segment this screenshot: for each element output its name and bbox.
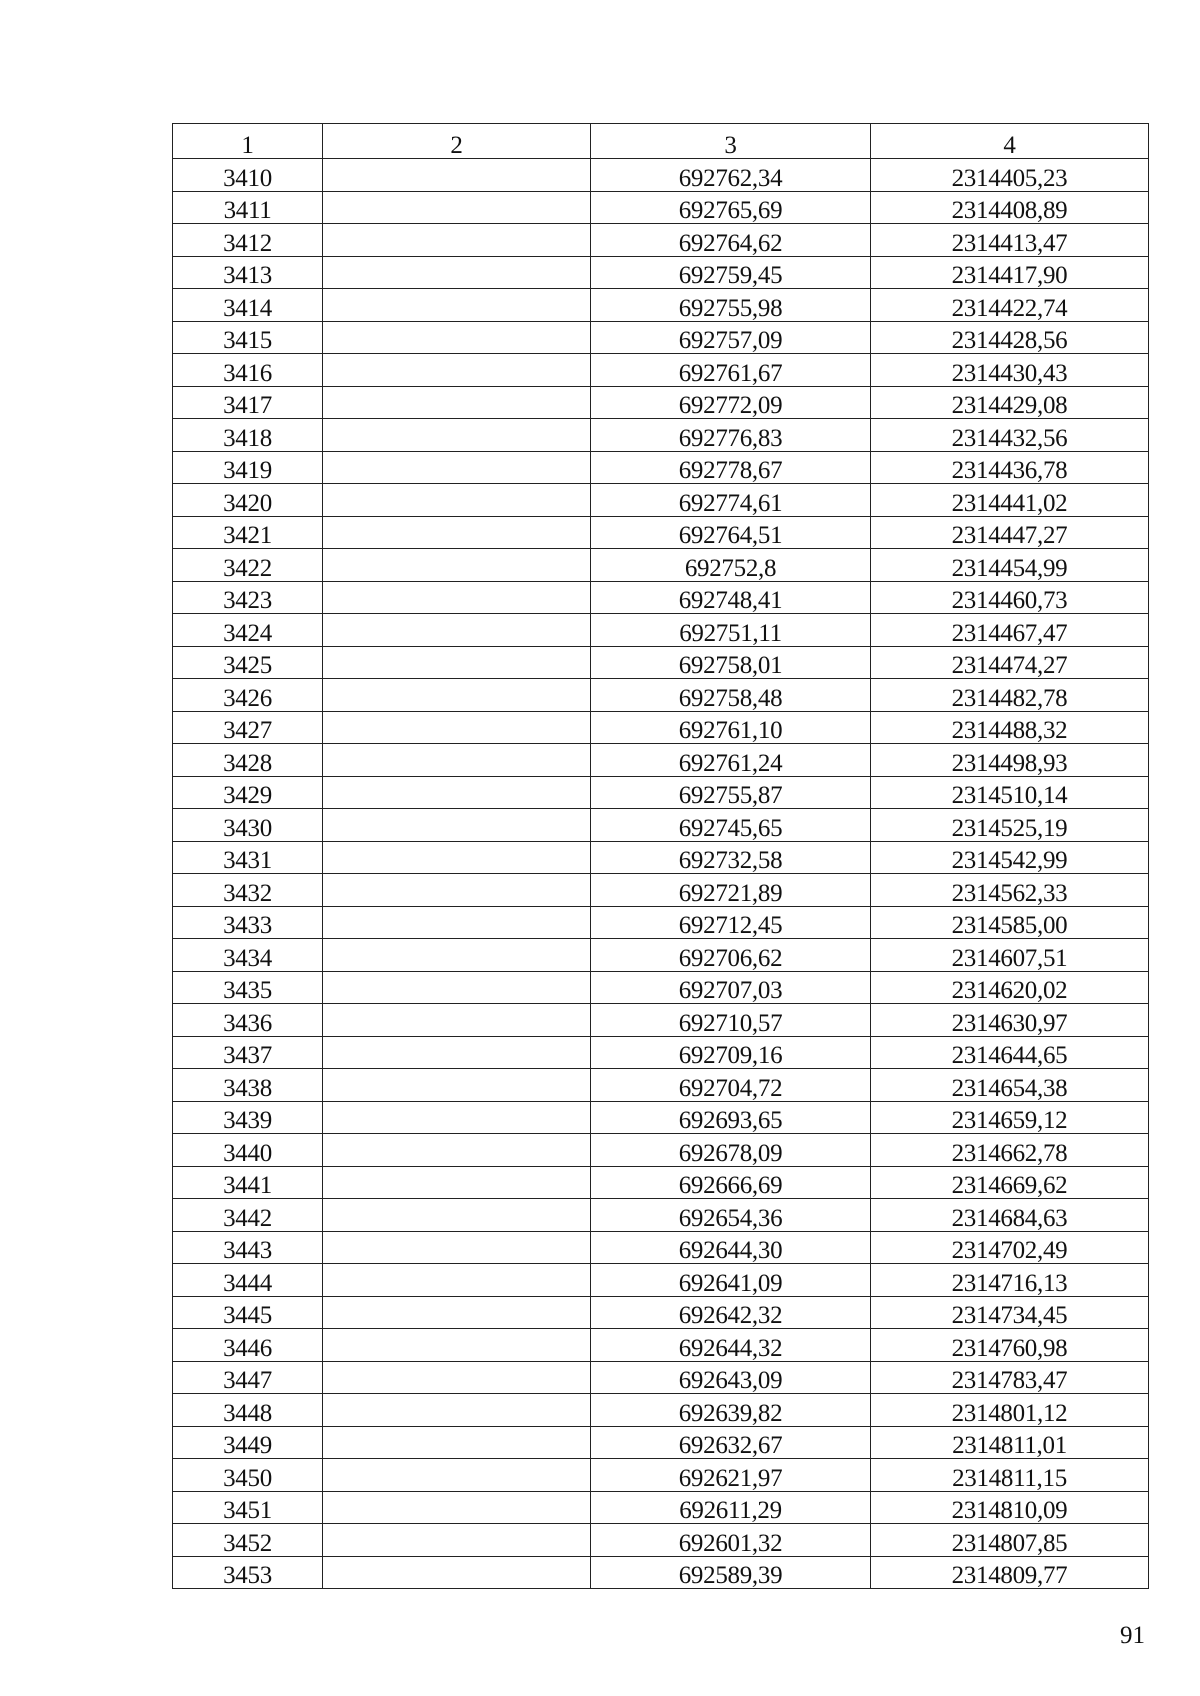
x-coordinate-cell: 692755,87	[591, 776, 871, 809]
point-number-cell: 3449	[173, 1426, 323, 1459]
y-coordinate-cell: 2314783,47	[871, 1361, 1149, 1394]
table-row	[173, 191, 1149, 224]
y-coordinate-cell: 2314408,89	[871, 191, 1149, 224]
blank-cell	[323, 906, 591, 939]
table-row	[173, 1166, 1149, 1199]
point-number-cell: 3412	[173, 224, 323, 257]
table-row	[173, 1296, 1149, 1329]
point-number-cell: 3451	[173, 1491, 323, 1524]
y-coordinate-cell: 2314630,97	[871, 1004, 1149, 1037]
y-coordinate-cell: 2314585,00	[871, 906, 1149, 939]
x-coordinate-cell: 692761,67	[591, 354, 871, 387]
table-row	[173, 1004, 1149, 1037]
blank-cell	[323, 224, 591, 257]
table-row	[173, 386, 1149, 419]
y-coordinate-cell: 2314809,77	[871, 1556, 1149, 1589]
blank-cell	[323, 256, 591, 289]
x-coordinate-cell: 692764,62	[591, 224, 871, 257]
point-number-cell: 3432	[173, 874, 323, 907]
x-coordinate-cell: 692707,03	[591, 971, 871, 1004]
blank-cell	[323, 419, 591, 452]
point-number-cell: 3424	[173, 614, 323, 647]
blank-cell	[323, 191, 591, 224]
column-header-3: 3	[591, 124, 871, 159]
y-coordinate-cell: 2314422,74	[871, 289, 1149, 322]
table-row	[173, 1231, 1149, 1264]
table-row	[173, 1491, 1149, 1524]
table-row	[173, 1036, 1149, 1069]
x-coordinate-cell: 692589,39	[591, 1556, 871, 1589]
x-coordinate-cell: 692762,34	[591, 159, 871, 192]
point-number-cell: 3433	[173, 906, 323, 939]
x-coordinate-cell: 692755,98	[591, 289, 871, 322]
point-number-cell: 3423	[173, 581, 323, 614]
blank-cell	[323, 1069, 591, 1102]
blank-cell	[323, 581, 591, 614]
table-row	[173, 1199, 1149, 1232]
point-number-cell: 3426	[173, 679, 323, 712]
blank-cell	[323, 841, 591, 874]
point-number-cell: 3419	[173, 451, 323, 484]
y-coordinate-cell: 2314807,85	[871, 1524, 1149, 1557]
point-number-cell: 3411	[173, 191, 323, 224]
blank-cell	[323, 1036, 591, 1069]
blank-cell	[323, 1329, 591, 1362]
table-row	[173, 256, 1149, 289]
table-row	[173, 1264, 1149, 1297]
blank-cell	[323, 1004, 591, 1037]
point-number-cell: 3453	[173, 1556, 323, 1589]
point-number-cell: 3422	[173, 549, 323, 582]
y-coordinate-cell: 2314669,62	[871, 1166, 1149, 1199]
blank-cell	[323, 679, 591, 712]
blank-cell	[323, 776, 591, 809]
x-coordinate-cell: 692601,32	[591, 1524, 871, 1557]
point-number-cell: 3420	[173, 484, 323, 517]
blank-cell	[323, 289, 591, 322]
x-coordinate-cell: 692632,67	[591, 1426, 871, 1459]
y-coordinate-cell: 2314684,63	[871, 1199, 1149, 1232]
x-coordinate-cell: 692693,65	[591, 1101, 871, 1134]
y-coordinate-cell: 2314441,02	[871, 484, 1149, 517]
point-number-cell: 3448	[173, 1394, 323, 1427]
point-number-cell: 3434	[173, 939, 323, 972]
table-row	[173, 614, 1149, 647]
x-coordinate-cell: 692678,09	[591, 1134, 871, 1167]
x-coordinate-cell: 692757,09	[591, 321, 871, 354]
table-row	[173, 1329, 1149, 1362]
table-row	[173, 451, 1149, 484]
y-coordinate-cell: 2314659,12	[871, 1101, 1149, 1134]
point-number-cell: 3428	[173, 744, 323, 777]
x-coordinate-cell: 692778,67	[591, 451, 871, 484]
y-coordinate-cell: 2314702,49	[871, 1231, 1149, 1264]
table-row	[173, 776, 1149, 809]
y-coordinate-cell: 2314562,33	[871, 874, 1149, 907]
table-row	[173, 744, 1149, 777]
blank-cell	[323, 1524, 591, 1557]
x-coordinate-cell: 692759,45	[591, 256, 871, 289]
point-number-cell: 3431	[173, 841, 323, 874]
point-number-cell: 3415	[173, 321, 323, 354]
point-number-cell: 3425	[173, 646, 323, 679]
blank-cell	[323, 874, 591, 907]
point-number-cell: 3416	[173, 354, 323, 387]
x-coordinate-cell: 692654,36	[591, 1199, 871, 1232]
x-coordinate-cell: 692621,97	[591, 1459, 871, 1492]
point-number-cell: 3450	[173, 1459, 323, 1492]
x-coordinate-cell: 692751,11	[591, 614, 871, 647]
y-coordinate-cell: 2314811,15	[871, 1459, 1149, 1492]
point-number-cell: 3421	[173, 516, 323, 549]
x-coordinate-cell: 692641,09	[591, 1264, 871, 1297]
point-number-cell: 3417	[173, 386, 323, 419]
blank-cell	[323, 1231, 591, 1264]
blank-cell	[323, 711, 591, 744]
table-row	[173, 1524, 1149, 1557]
table-row	[173, 971, 1149, 1004]
point-number-cell: 3445	[173, 1296, 323, 1329]
x-coordinate-cell: 692758,48	[591, 679, 871, 712]
table-row	[173, 224, 1149, 257]
x-coordinate-cell: 692639,82	[591, 1394, 871, 1427]
blank-cell	[323, 744, 591, 777]
column-header-4: 4	[871, 124, 1149, 159]
table-row	[173, 1394, 1149, 1427]
x-coordinate-cell: 692765,69	[591, 191, 871, 224]
point-number-cell: 3452	[173, 1524, 323, 1557]
blank-cell	[323, 1199, 591, 1232]
y-coordinate-cell: 2314488,32	[871, 711, 1149, 744]
y-coordinate-cell: 2314417,90	[871, 256, 1149, 289]
point-number-cell: 3414	[173, 289, 323, 322]
x-coordinate-cell: 692644,32	[591, 1329, 871, 1362]
blank-cell	[323, 1166, 591, 1199]
blank-cell	[323, 809, 591, 842]
x-coordinate-cell: 692732,58	[591, 841, 871, 874]
table-row	[173, 549, 1149, 582]
y-coordinate-cell: 2314662,78	[871, 1134, 1149, 1167]
point-number-cell: 3440	[173, 1134, 323, 1167]
table-header-row	[173, 124, 1149, 159]
table-body	[173, 159, 1149, 1589]
point-number-cell: 3410	[173, 159, 323, 192]
y-coordinate-cell: 2314607,51	[871, 939, 1149, 972]
y-coordinate-cell: 2314510,14	[871, 776, 1149, 809]
table-row	[173, 841, 1149, 874]
x-coordinate-cell: 692611,29	[591, 1491, 871, 1524]
y-coordinate-cell: 2314654,38	[871, 1069, 1149, 1102]
table-row	[173, 354, 1149, 387]
table-row	[173, 1069, 1149, 1102]
x-coordinate-cell: 692761,24	[591, 744, 871, 777]
blank-cell	[323, 159, 591, 192]
x-coordinate-cell: 692758,01	[591, 646, 871, 679]
y-coordinate-cell: 2314482,78	[871, 679, 1149, 712]
x-coordinate-cell: 692666,69	[591, 1166, 871, 1199]
y-coordinate-cell: 2314460,73	[871, 581, 1149, 614]
point-number-cell: 3442	[173, 1199, 323, 1232]
y-coordinate-cell: 2314525,19	[871, 809, 1149, 842]
x-coordinate-cell: 692745,65	[591, 809, 871, 842]
blank-cell	[323, 1426, 591, 1459]
table-row	[173, 159, 1149, 192]
x-coordinate-cell: 692761,10	[591, 711, 871, 744]
blank-cell	[323, 1101, 591, 1134]
blank-cell	[323, 1556, 591, 1589]
point-number-cell: 3447	[173, 1361, 323, 1394]
blank-cell	[323, 939, 591, 972]
x-coordinate-cell: 692774,61	[591, 484, 871, 517]
y-coordinate-cell: 2314429,08	[871, 386, 1149, 419]
y-coordinate-cell: 2314716,13	[871, 1264, 1149, 1297]
y-coordinate-cell: 2314498,93	[871, 744, 1149, 777]
y-coordinate-cell: 2314447,27	[871, 516, 1149, 549]
y-coordinate-cell: 2314644,65	[871, 1036, 1149, 1069]
point-number-cell: 3441	[173, 1166, 323, 1199]
table-row	[173, 1459, 1149, 1492]
point-number-cell: 3435	[173, 971, 323, 1004]
y-coordinate-cell: 2314454,99	[871, 549, 1149, 582]
blank-cell	[323, 386, 591, 419]
blank-cell	[323, 1394, 591, 1427]
x-coordinate-cell: 692709,16	[591, 1036, 871, 1069]
y-coordinate-cell: 2314436,78	[871, 451, 1149, 484]
blank-cell	[323, 1264, 591, 1297]
table-row	[173, 1426, 1149, 1459]
coordinates-table	[172, 123, 1149, 1589]
y-coordinate-cell: 2314620,02	[871, 971, 1149, 1004]
blank-cell	[323, 354, 591, 387]
x-coordinate-cell: 692721,89	[591, 874, 871, 907]
point-number-cell: 3439	[173, 1101, 323, 1134]
y-coordinate-cell: 2314474,27	[871, 646, 1149, 679]
table-row	[173, 1361, 1149, 1394]
table-row	[173, 289, 1149, 322]
y-coordinate-cell: 2314542,99	[871, 841, 1149, 874]
y-coordinate-cell: 2314810,09	[871, 1491, 1149, 1524]
table-row	[173, 1134, 1149, 1167]
x-coordinate-cell: 692748,41	[591, 581, 871, 614]
x-coordinate-cell: 692644,30	[591, 1231, 871, 1264]
table-row	[173, 516, 1149, 549]
table-row	[173, 1101, 1149, 1134]
column-header-2: 2	[323, 124, 591, 159]
blank-cell	[323, 484, 591, 517]
x-coordinate-cell: 692710,57	[591, 1004, 871, 1037]
blank-cell	[323, 451, 591, 484]
y-coordinate-cell: 2314467,47	[871, 614, 1149, 647]
point-number-cell: 3427	[173, 711, 323, 744]
table-row	[173, 419, 1149, 452]
table-row	[173, 711, 1149, 744]
point-number-cell: 3446	[173, 1329, 323, 1362]
blank-cell	[323, 971, 591, 1004]
point-number-cell: 3418	[173, 419, 323, 452]
blank-cell	[323, 646, 591, 679]
point-number-cell: 3443	[173, 1231, 323, 1264]
x-coordinate-cell: 692643,09	[591, 1361, 871, 1394]
y-coordinate-cell: 2314811,01	[871, 1426, 1149, 1459]
point-number-cell: 3413	[173, 256, 323, 289]
blank-cell	[323, 549, 591, 582]
x-coordinate-cell: 692642,32	[591, 1296, 871, 1329]
x-coordinate-cell: 692752,8	[591, 549, 871, 582]
blank-cell	[323, 1459, 591, 1492]
y-coordinate-cell: 2314405,23	[871, 159, 1149, 192]
table-row	[173, 939, 1149, 972]
point-number-cell: 3438	[173, 1069, 323, 1102]
table-row	[173, 484, 1149, 517]
blank-cell	[323, 1296, 591, 1329]
point-number-cell: 3437	[173, 1036, 323, 1069]
y-coordinate-cell: 2314430,43	[871, 354, 1149, 387]
y-coordinate-cell: 2314432,56	[871, 419, 1149, 452]
page-number: 91	[1120, 1622, 1145, 1649]
table-row	[173, 321, 1149, 354]
table-row	[173, 906, 1149, 939]
y-coordinate-cell: 2314760,98	[871, 1329, 1149, 1362]
point-number-cell: 3444	[173, 1264, 323, 1297]
y-coordinate-cell: 2314801,12	[871, 1394, 1149, 1427]
y-coordinate-cell: 2314413,47	[871, 224, 1149, 257]
blank-cell	[323, 1361, 591, 1394]
column-header-1: 1	[173, 124, 323, 159]
blank-cell	[323, 321, 591, 354]
x-coordinate-cell: 692712,45	[591, 906, 871, 939]
y-coordinate-cell: 2314734,45	[871, 1296, 1149, 1329]
x-coordinate-cell: 692772,09	[591, 386, 871, 419]
table-row	[173, 809, 1149, 842]
table-row	[173, 679, 1149, 712]
blank-cell	[323, 516, 591, 549]
blank-cell	[323, 1491, 591, 1524]
x-coordinate-cell: 692764,51	[591, 516, 871, 549]
point-number-cell: 3429	[173, 776, 323, 809]
table-row	[173, 1556, 1149, 1589]
blank-cell	[323, 1134, 591, 1167]
point-number-cell: 3430	[173, 809, 323, 842]
x-coordinate-cell: 692776,83	[591, 419, 871, 452]
x-coordinate-cell: 692706,62	[591, 939, 871, 972]
point-number-cell: 3436	[173, 1004, 323, 1037]
table-row	[173, 646, 1149, 679]
blank-cell	[323, 614, 591, 647]
table-row	[173, 874, 1149, 907]
x-coordinate-cell: 692704,72	[591, 1069, 871, 1102]
y-coordinate-cell: 2314428,56	[871, 321, 1149, 354]
table-row	[173, 581, 1149, 614]
